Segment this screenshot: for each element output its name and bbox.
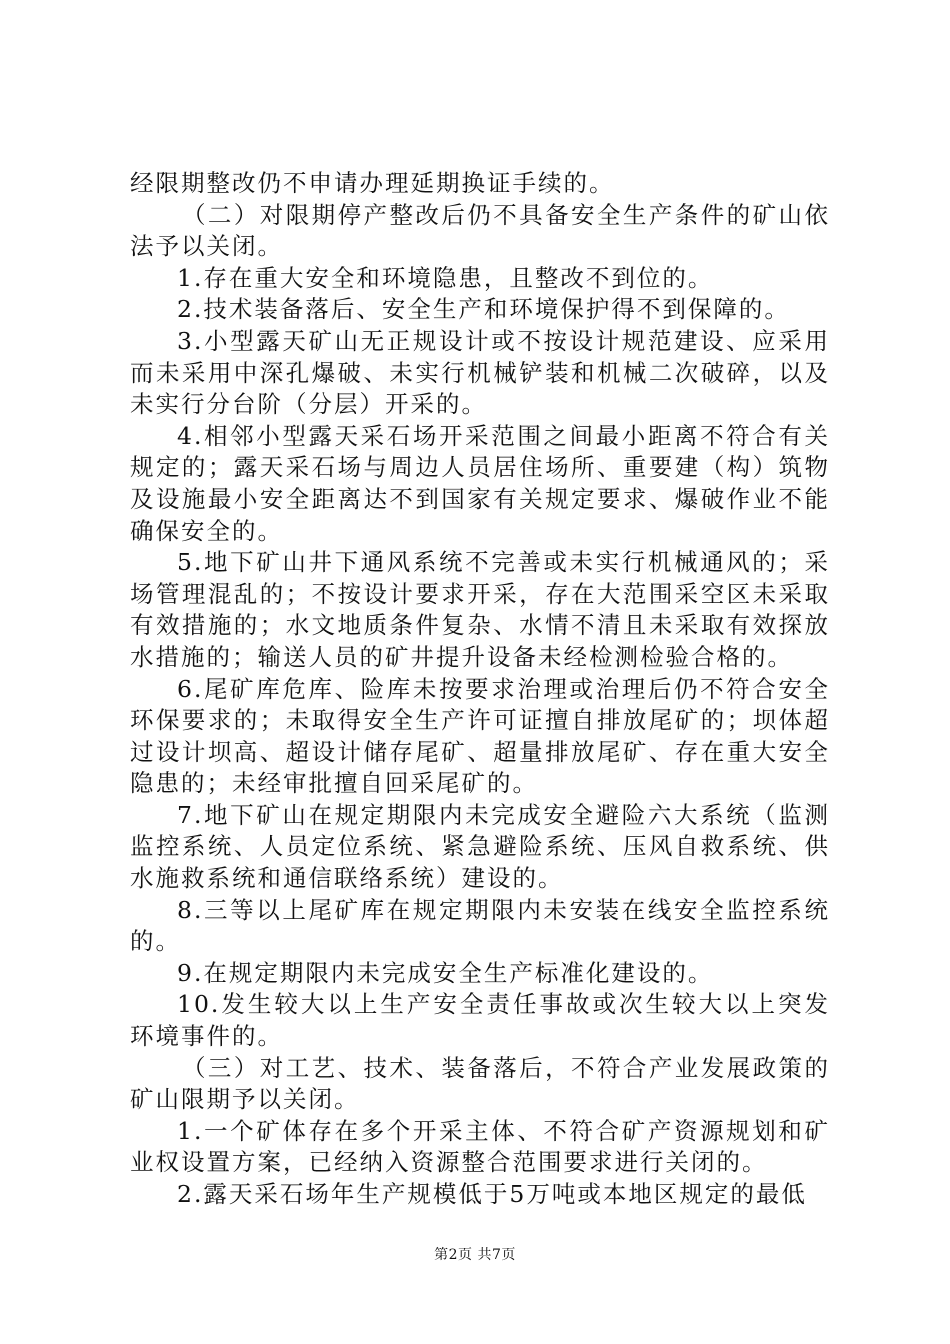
list-item: 7.地下矿山在规定期限内未完成安全避险六大系统（监测监控系统、人员定位系统、紧急避险系统、压风自救系统、供水施救系统和通信联络系统）建设的。 (130, 800, 830, 893)
section-heading-2: （二）对限期停产整改后仍不具备安全生产条件的矿山依法予以关闭。 (130, 200, 830, 261)
list-item: 3.小型露天矿山无正规设计或不按设计规范建设、应采用而未采用中深孔爆破、未实行机械铲装和机械二次破碎，以及未实行分台阶（分层）开采的。 (130, 326, 830, 419)
list-item: 8.三等以上尾矿库在规定期限内未安装在线安全监控系统的。 (130, 895, 830, 956)
list-item: 2.露天采石场年生产规模低于5万吨或本地区规定的最低 (177, 1180, 807, 1208)
list-item: 9.在规定期限内未完成安全生产标准化建设的。 (177, 958, 714, 987)
list-item: 2.技术装备落后、安全生产和环境保护得不到保障的。 (177, 295, 790, 324)
list-item: 5.地下矿山井下通风系统不完善或未实行机械通风的；采场管理混乱的；不按设计要求开采，存在大范围采空区未采取有效措施的；水文地质条件复杂、水情不清且未采取有效探放水措施的；输送人员的矿井提升设备未经检测检验合格的。 (130, 548, 830, 671)
page-number-footer: 第2页 共7页 (434, 1247, 516, 1263)
document-body (130, 168, 830, 1211)
paragraph-continuation: 经限期整改仍不申请办理延期换证手续的。 (130, 169, 615, 197)
list-item: 10.发生较大以上生产安全责任事故或次生较大以上突发环境事件的。 (130, 990, 830, 1051)
section-heading-3: （三）对工艺、技术、装备落后，不符合产业发展政策的矿山限期予以关闭。 (130, 1053, 830, 1114)
list-item: 1.一个矿体存在多个开采主体、不符合矿产资源规划和矿业权设置方案，已经纳入资源整合范围要求进行关闭的。 (130, 1116, 830, 1177)
list-item: 4.相邻小型露天采石场开采范围之间最小距离不符合有关规定的；露天采石场与周边人员居住场所、重要建（构）筑物及设施最小安全距离达不到国家有关规定要求、爆破作业不能确保安全的。 (130, 421, 830, 545)
list-item: 1.存在重大安全和环境隐患，且整改不到位的。 (177, 263, 714, 292)
list-item: 6.尾矿库危库、险库未按要求治理或治理后仍不符合安全环保要求的；未取得安全生产许可证擅自排放尾矿的；坝体超过设计坝高、超设计储存尾矿、超量排放尾矿、存在重大安全隐患的；未经审批擅自回采尾矿的。 (130, 674, 830, 798)
